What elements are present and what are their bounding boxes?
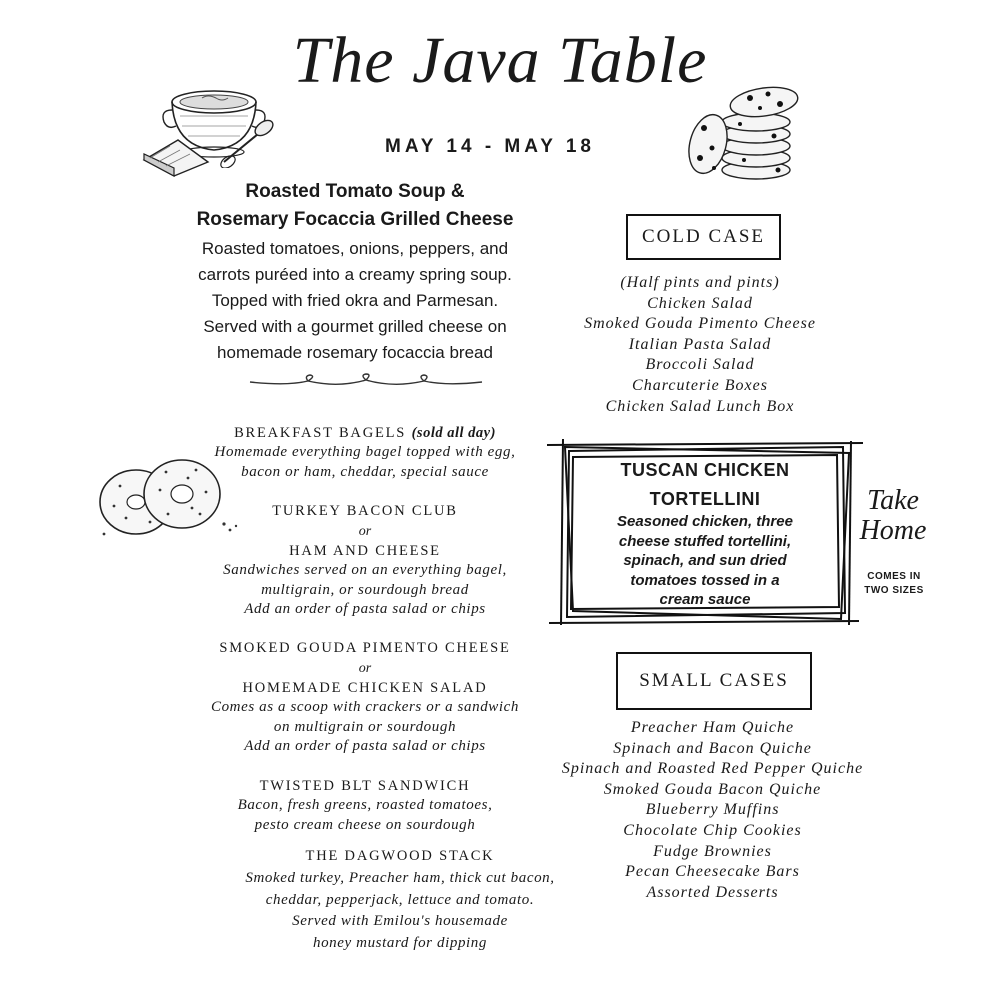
blt-desc bbox=[160, 796, 570, 835]
tuscan-title-line1: TUSCAN CHICKEN bbox=[620, 460, 790, 480]
soup-desc-line: Served with a gourmet grilled cheese on bbox=[203, 317, 507, 336]
list-item: Spinach and Roasted Red Pepper Quiche bbox=[561, 760, 864, 778]
list-item: Fudge Brownies bbox=[653, 842, 772, 860]
cold-case-label: COLD CASE bbox=[626, 214, 781, 260]
pimento-title: SMOKED GOUDA PIMENTO CHEESE bbox=[219, 640, 511, 656]
desc-line: Sandwiches served on an everything bagel, bbox=[223, 562, 507, 578]
desc-line: Add an order of pasta salad or chips bbox=[244, 601, 486, 617]
list-item: Chicken Salad bbox=[647, 294, 753, 312]
pimento-desc bbox=[160, 698, 570, 757]
list-item: Smoked Gouda Pimento Cheese bbox=[584, 315, 816, 333]
list-item: (Half pints and pints) bbox=[620, 274, 780, 291]
desc-line: Smoked turkey, Preacher ham, thick cut bacon, bbox=[245, 870, 555, 886]
breakfast-title bbox=[160, 423, 570, 443]
desc-line: bacon or ham, cheddar, special sauce bbox=[241, 463, 489, 480]
breakfast-title-text: BREAKFAST BAGELS bbox=[234, 425, 407, 441]
dagwood-title: THE DAGWOOD STACK bbox=[305, 848, 495, 864]
tuscan-title bbox=[590, 456, 820, 514]
desc-line: Seasoned chicken, three bbox=[617, 513, 793, 530]
tuscan-description bbox=[590, 512, 820, 610]
desc-line: cheese stuffed tortellini, bbox=[618, 532, 792, 550]
spoon-icon bbox=[218, 118, 278, 168]
desc-line: Comes as a scoop with crackers or a sandwich bbox=[210, 699, 520, 715]
list-item: Italian Pasta Salad bbox=[628, 335, 772, 353]
pimento-or: or bbox=[358, 661, 372, 676]
grilled-cheese-icon bbox=[140, 132, 212, 180]
soup-desc-line: Roasted tomatoes, onions, peppers, and bbox=[201, 239, 509, 258]
cold-case-list bbox=[550, 273, 850, 417]
date-range: MAY 14 - MAY 18 bbox=[385, 136, 595, 157]
desc-line: honey mustard for dipping bbox=[312, 934, 488, 951]
list-item: Chocolate Chip Cookies bbox=[623, 821, 802, 839]
list-item: Charcuterie Boxes bbox=[632, 376, 768, 394]
desc-line: spinach, and sun dried bbox=[623, 552, 787, 569]
small-cases-label: SMALL CASES bbox=[616, 652, 812, 710]
cookie-stack-icon bbox=[684, 84, 808, 184]
breakfast-desc bbox=[160, 443, 570, 482]
soup-title-line1: Roasted Tomato Soup & bbox=[245, 181, 465, 202]
list-item: Broccoli Salad bbox=[645, 356, 755, 374]
list-item: Assorted Desserts bbox=[646, 883, 779, 901]
desc-line: Served with Emilou's housemade bbox=[292, 913, 508, 929]
tuscan-title-line2: TORTELLINI bbox=[649, 489, 761, 509]
desc-line: multigrain, or sourdough bread bbox=[261, 581, 469, 598]
list-item: Spinach and Bacon Quiche bbox=[613, 739, 812, 757]
chicken-salad-title: HOMEMADE CHICKEN SALAD bbox=[242, 680, 488, 696]
soup-desc-line: carrots puréed into a creamy spring soup. bbox=[198, 265, 512, 284]
list-item: Pecan Cheesecake Bars bbox=[625, 863, 800, 881]
desc-line: Homemade everything bagel topped with egg, bbox=[214, 444, 516, 460]
desc-line: on multigrain or sourdough bbox=[273, 718, 457, 735]
list-item: Smoked Gouda Bacon Quiche bbox=[603, 780, 822, 798]
page-title: The Java Table bbox=[292, 24, 708, 97]
desc-line: pesto cream cheese on sourdough bbox=[254, 816, 476, 833]
club-title: TURKEY BACON CLUB bbox=[272, 503, 458, 519]
breakfast-note: (sold all day) bbox=[411, 425, 496, 441]
desc-line: Bacon, fresh greens, roasted tomatoes, bbox=[237, 797, 493, 813]
soup-title-line2: Rosemary Focaccia Grilled Cheese bbox=[196, 209, 514, 230]
small-cases-list bbox=[535, 718, 890, 903]
ham-cheese-title: HAM AND CHEESE bbox=[289, 543, 441, 559]
take-home-sub-line2: TWO SIZES bbox=[864, 585, 924, 596]
take-home-label bbox=[848, 486, 938, 546]
blt-title: TWISTED BLT SANDWICH bbox=[259, 778, 471, 794]
take-home-sub bbox=[852, 570, 936, 598]
club-or: or bbox=[358, 524, 372, 539]
desc-line: cream sauce bbox=[659, 591, 751, 608]
list-item: Blueberry Muffins bbox=[645, 801, 780, 819]
club-desc bbox=[160, 561, 570, 620]
desc-line: tomatoes tossed in a bbox=[630, 571, 780, 589]
desc-line: Add an order of pasta salad or chips bbox=[244, 738, 486, 754]
take-home-line2: Home bbox=[859, 515, 927, 546]
list-item: Preacher Ham Quiche bbox=[630, 719, 795, 736]
soup-desc-line: Topped with fried okra and Parmesan. bbox=[211, 291, 499, 310]
soup-title bbox=[160, 178, 550, 234]
take-home-sub-line1: COMES IN bbox=[867, 571, 921, 582]
take-home-line1: Take bbox=[867, 485, 919, 516]
soup-desc-line: homemade rosemary focaccia bread bbox=[217, 343, 493, 362]
soup-description bbox=[160, 236, 550, 366]
desc-line: cheddar, pepperjack, lettuce and tomato. bbox=[265, 891, 535, 908]
list-item: Chicken Salad Lunch Box bbox=[605, 397, 795, 415]
flourish-divider bbox=[248, 370, 484, 390]
